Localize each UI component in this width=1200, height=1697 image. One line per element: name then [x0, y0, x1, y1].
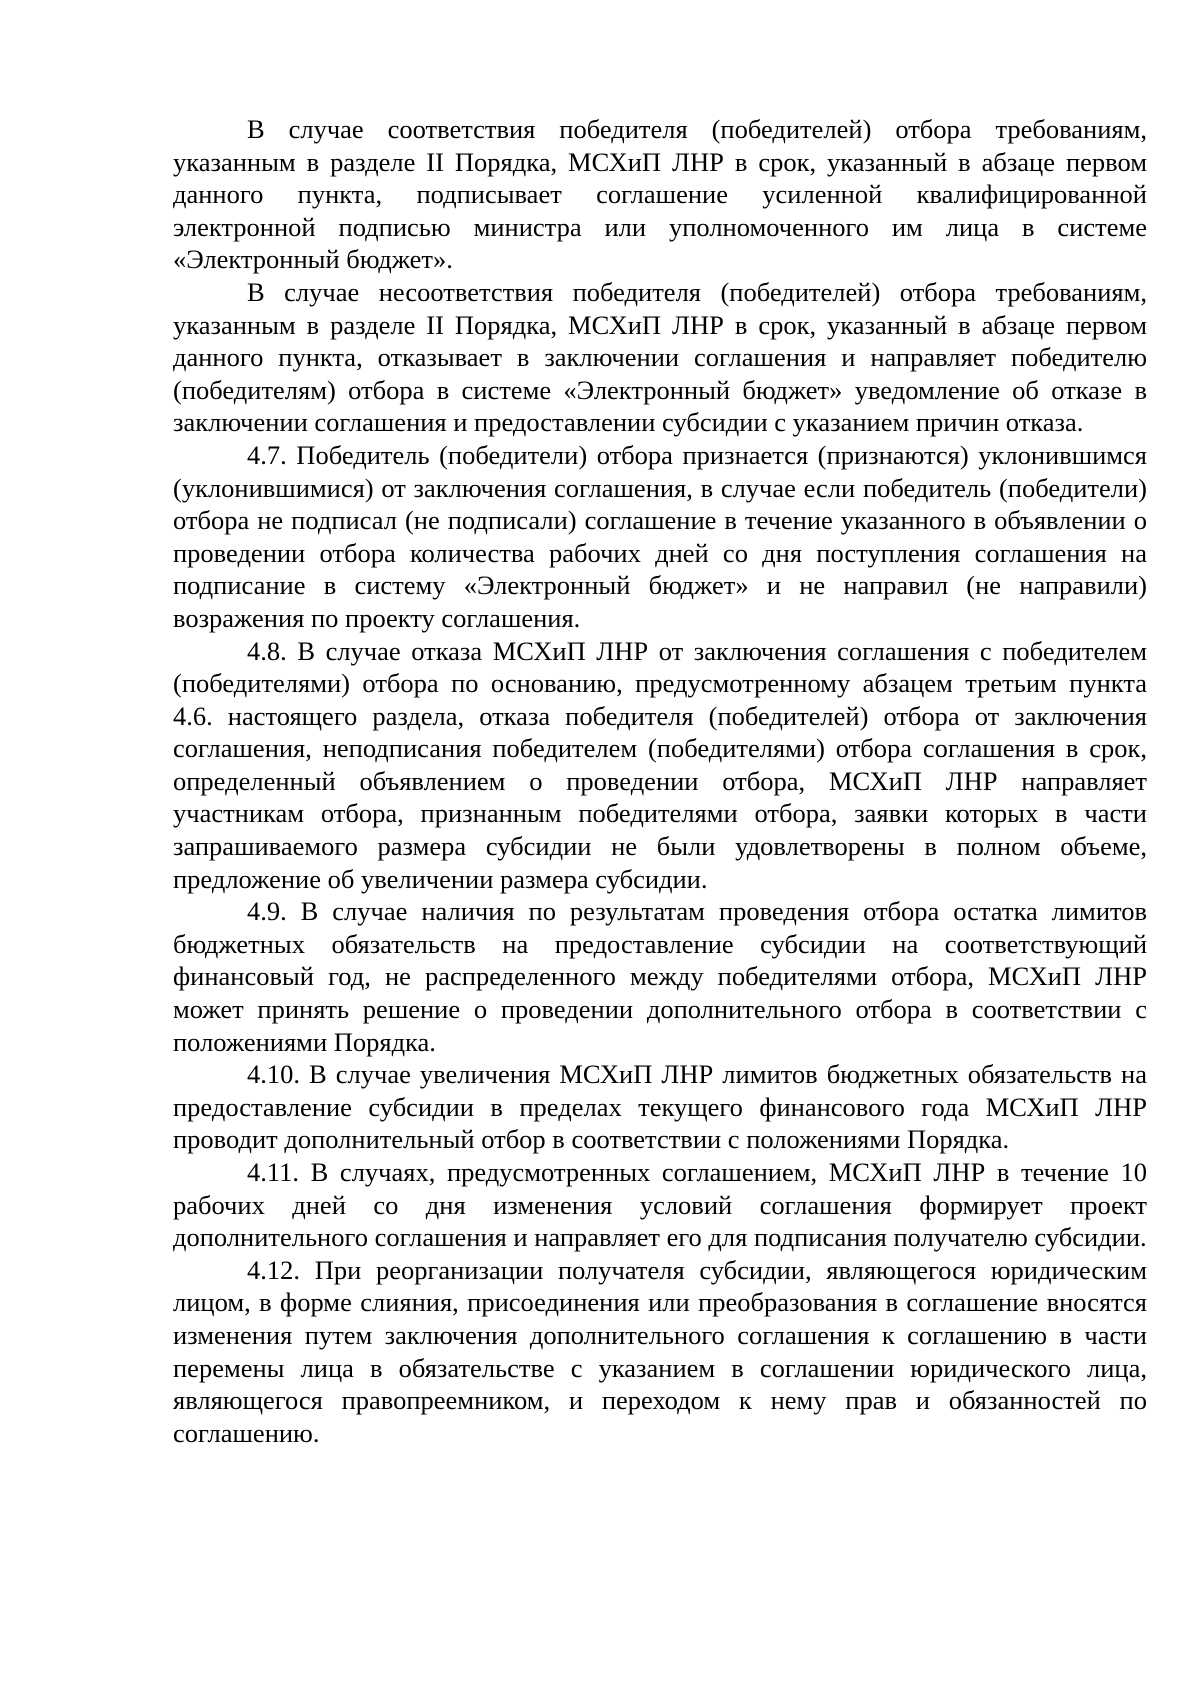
document-body [173, 113, 1147, 1449]
paragraph-4-12: 4.12. При реорганизации получателя субсидии, являющегося юридическим лицом, в форме слияния, присоединения или преобразования в соглашение вносятся изменения путем заключения дополнительного соглашения к соглашению в части перемены лица в обязательстве с указанием в соглашении юридического лица, являющегося правопреемником, и переходом к нему прав и обязанностей по соглашению. [173, 1254, 1147, 1448]
paragraph-contract-refusal: В случае несоответствия победителя (победителей) отбора требованиям, указанным в разделе II Порядка, МСХиП ЛНР в срок, указанный в абзаце первом данного пункта, отказывает в заключении соглашения и направляет победителю (победителям) отбора в системе «Электронный бюджет» уведомление об отказе в заключении соглашения и предоставлении субсидии с указанием причин отказа. [173, 276, 1147, 438]
paragraph-4-11: 4.11. В случаях, предусмотренных соглашением, МСХиП ЛНР в течение 10 рабочих дней со дня изменения условий соглашения формирует проект дополнительного соглашения и направляет его для подписания получателю субсидии. [173, 1157, 1147, 1253]
paragraph-4-10: 4.10. В случае увеличения МСХиП ЛНР лимитов бюджетных обязательств на предоставление субсидии в пределах текущего финансового года МСХиП ЛНР проводит дополнительный отбор в соответствии с положениями Порядка. [173, 1059, 1147, 1155]
paragraph-4-7: 4.7. Победитель (победители) отбора признается (признаются) уклонившимся (уклонившимися) от заключения соглашения, в случае если победитель (победители) отбора не подписал (не подписали) соглашение в течение указанного в объявлении о проведении отбора количества рабочих дней со дня поступления соглашения на подписание в систему «Электронный бюджет» и не направил (не направили) возражения по проекту соглашения. [173, 439, 1147, 633]
paragraph-contract-signing: В случае соответствия победителя (победителей) отбора требованиям, указанным в разделе II Порядка, МСХиП ЛНР в срок, указанный в абзаце первом данного пункта, подписывает соглашение усиленной квалифицированной электронной подписью министра или уполномоченного им лица в системе «Электронный бюджет». [173, 114, 1147, 275]
paragraph-4-9: 4.9. В случае наличия по результатам проведения отбора остатка лимитов бюджетных обязательств на предоставление субсидии на соответствующий финансовый год, не распределенного между победителями отбора, МСХиП ЛНР может принять решение о проведении дополнительного отбора в соответствии с положениями Порядка. [173, 896, 1147, 1057]
paragraph-4-8: 4.8. В случае отказа МСХиП ЛНР от заключения соглашения с победителем (победителями) отбора по основанию, предусмотренному абзацем третьим пункта 4.6. настоящего раздела, отказа победителя (победителей) отбора от заключения соглашения, неподписания победителем (победителями) отбора соглашения в срок, определенный объявлением о проведении отбора, МСХиП ЛНР направляет участникам отбора, признанным победителями отбора, заявки которых в части запрашиваемого размера субсидии не были удовлетворены в полном объеме, предложение об увеличении размера субсидии. [173, 635, 1147, 894]
